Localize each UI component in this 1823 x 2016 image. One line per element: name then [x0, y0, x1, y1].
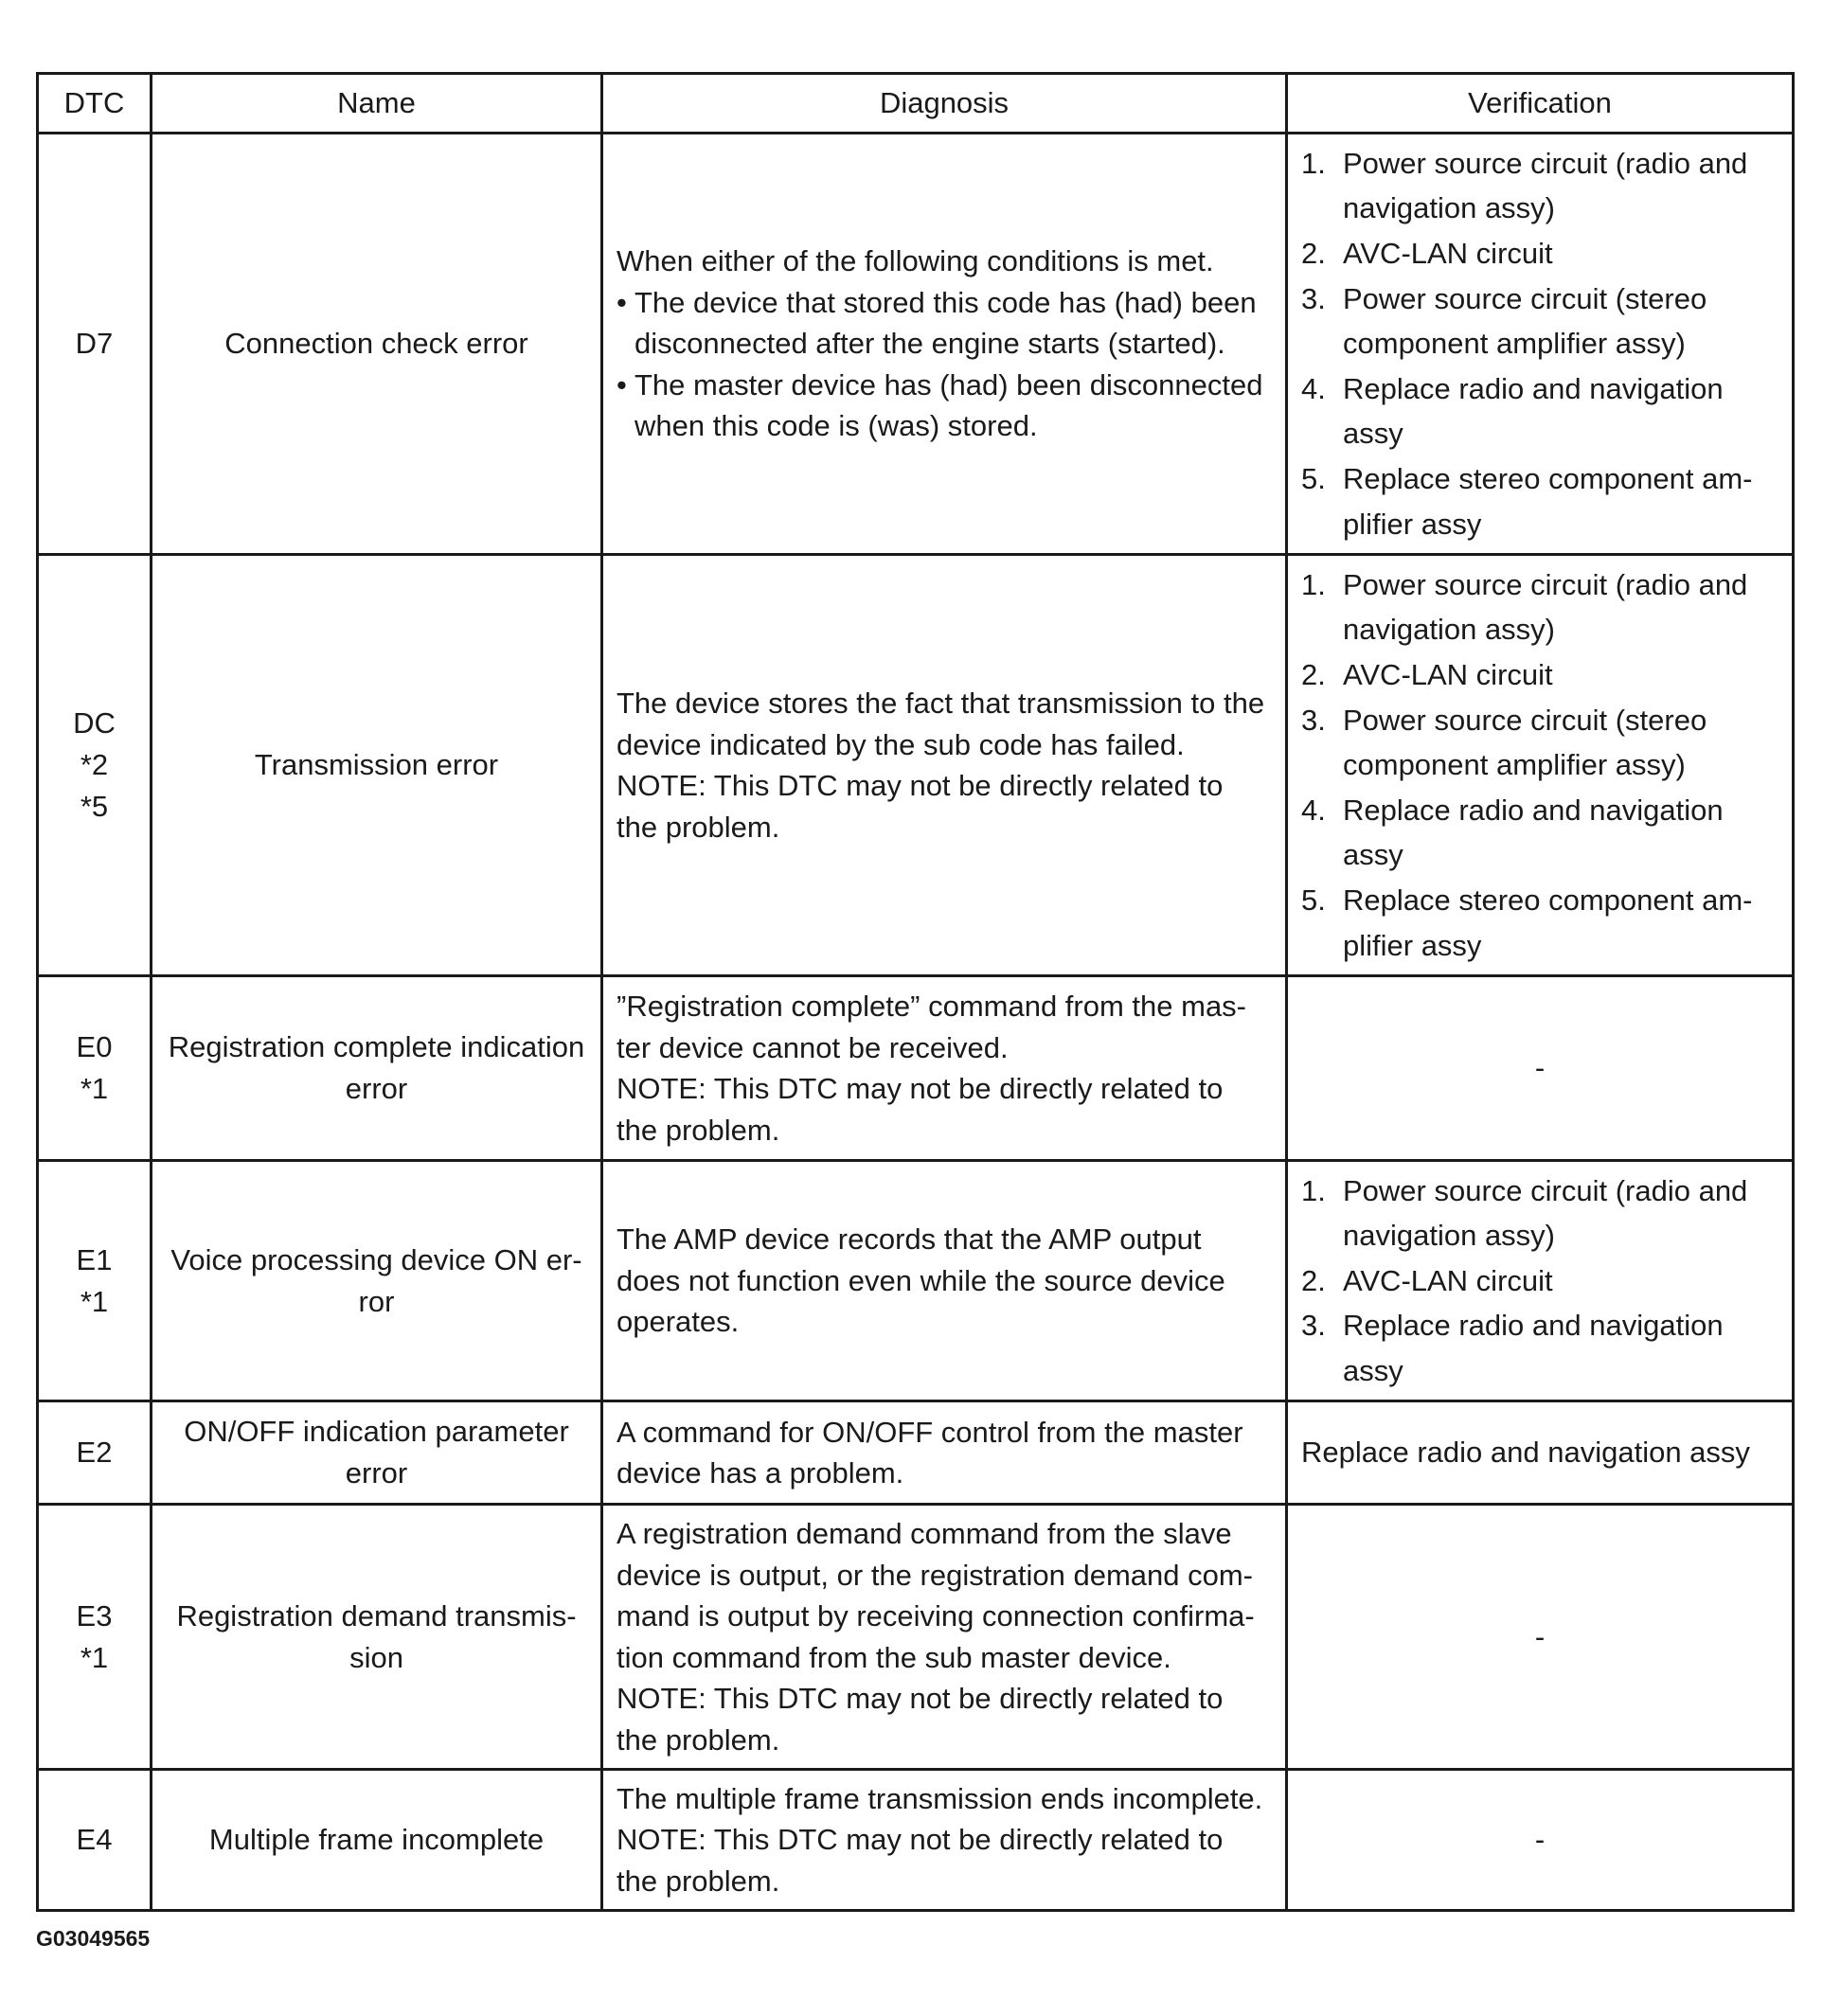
dtc-code: E0 — [76, 1030, 113, 1063]
diagnosis-line: the problem. — [617, 1113, 780, 1147]
diagnosis-line: A registration demand command from the slave — [617, 1517, 1232, 1550]
dtc-code: E4 — [76, 1823, 113, 1856]
verification-item-number: 5. — [1301, 883, 1326, 917]
diagnosis-line: The AMP device records that the AMP output — [617, 1222, 1202, 1257]
verification-item-number: 3. — [1301, 1309, 1326, 1343]
verification-item — [1301, 788, 1778, 878]
diagnosis-line: device is output, or the registration demand com- — [617, 1558, 1254, 1592]
table-row — [38, 1401, 1794, 1505]
table-row — [38, 555, 1794, 976]
name-line: Registration complete indication — [168, 1030, 585, 1063]
dtc-code: *1 — [80, 1640, 109, 1674]
dtc-cell — [38, 1505, 152, 1770]
table-row — [38, 1770, 1794, 1911]
diagnosis-bullet — [617, 365, 1272, 447]
verification-item-line: Replace radio and navigation — [1343, 1309, 1724, 1343]
verification-item-line: navigation assy) — [1343, 613, 1556, 647]
verification-item-line: Replace stereo component am- — [1343, 883, 1753, 917]
name-cell — [152, 134, 602, 555]
verification-item — [1301, 652, 1778, 698]
diagnosis-line: the problem. — [617, 1864, 780, 1898]
name-line: Voice processing device ON er- — [170, 1242, 582, 1276]
dtc-code: DC — [73, 706, 116, 740]
header-row — [38, 74, 1794, 134]
name-line: Registration demand transmis- — [176, 1598, 577, 1632]
dtc-cell — [38, 1401, 152, 1505]
verification-item-line: component amplifier assy) — [1343, 327, 1686, 361]
diagnosis-cell — [602, 134, 1287, 555]
dtc-cell — [38, 976, 152, 1161]
verification-item-number: 4. — [1301, 793, 1326, 827]
verification-item — [1301, 366, 1778, 456]
figure-id: G03049565 — [36, 1926, 151, 1951]
verification-item — [1301, 141, 1778, 231]
verification-item-line: assy — [1343, 1353, 1403, 1387]
header-dtc: DTC — [38, 74, 152, 134]
verification-item-line: navigation assy) — [1343, 1219, 1556, 1253]
name-cell — [152, 976, 602, 1161]
verification-item — [1301, 1303, 1778, 1393]
name-line: sion — [349, 1640, 403, 1674]
dtc-code: D7 — [75, 327, 114, 360]
verification-item — [1301, 562, 1778, 652]
diagnosis-line: device indicated by the sub code has failed. — [617, 727, 1185, 761]
diagnosis-cell — [602, 1401, 1287, 1505]
header-name: Name — [152, 74, 602, 134]
verification-item — [1301, 878, 1778, 968]
verification-item-line: AVC-LAN circuit — [1343, 237, 1553, 271]
dtc-code: *2 — [80, 748, 109, 781]
diagnosis-line: ”Registration complete” command from the mas- — [617, 990, 1247, 1023]
verification-cell: - — [1287, 1505, 1794, 1770]
verification-cell — [1287, 555, 1794, 976]
diagnosis-line: The multiple frame transmission ends incomplete. — [617, 1781, 1263, 1815]
verification-cell: - — [1287, 1770, 1794, 1911]
verification-item — [1301, 698, 1778, 788]
verification-item-number: 2. — [1301, 658, 1326, 692]
name-cell — [152, 1505, 602, 1770]
diagnosis-line: the problem. — [617, 1722, 780, 1757]
dtc-cell — [38, 1161, 152, 1401]
verification-item — [1301, 1169, 1778, 1258]
dtc-code: E2 — [76, 1436, 113, 1469]
diagnosis-line: the problem. — [617, 810, 780, 844]
verification-item-line: Power source circuit (stereo — [1343, 703, 1707, 737]
diagnosis-bullet-line: • The device that stored this code has (had) been — [634, 285, 1257, 319]
verification-item-line: assy — [1343, 417, 1403, 451]
verification-list — [1301, 562, 1778, 968]
verification-item — [1301, 277, 1778, 366]
verification-item-line: Power source circuit (radio and — [1343, 146, 1748, 180]
verification-item-number: 1. — [1301, 567, 1326, 601]
name-cell — [152, 555, 602, 976]
dtc-table — [36, 72, 1795, 1912]
diagnosis-line: device has a problem. — [617, 1456, 904, 1490]
verification-item — [1301, 1258, 1778, 1304]
diagnosis-line: NOTE: This DTC may not be directly related to — [617, 1823, 1224, 1857]
verification-item-line: assy — [1343, 838, 1403, 872]
diagnosis-line: NOTE: This DTC may not be directly related to — [617, 1072, 1224, 1105]
diagnosis-cell — [602, 1505, 1287, 1770]
dtc-code: *1 — [80, 1284, 109, 1318]
diagnosis-cell — [602, 555, 1287, 976]
diagnosis-line: NOTE: This DTC may not be directly related to — [617, 1682, 1224, 1715]
diagnosis-line: operates. — [617, 1305, 740, 1339]
header-diagnosis: Diagnosis — [602, 74, 1287, 134]
diagnosis-line: ter device cannot be received. — [617, 1030, 1009, 1064]
name-line: Transmission error — [254, 748, 499, 781]
verification-item-line: plifier assy — [1343, 507, 1482, 541]
verification-item-number: 2. — [1301, 1263, 1326, 1297]
dtc-cell — [38, 134, 152, 555]
verification-item-line: Replace radio and navigation — [1343, 793, 1724, 827]
diagnosis-bullet-line: disconnected after the engine starts (started). — [634, 327, 1225, 361]
verification-item-line: AVC-LAN circuit — [1343, 658, 1553, 692]
table-row — [38, 976, 1794, 1161]
diagnosis-line: The device stores the fact that transmission to the — [617, 687, 1265, 720]
dtc-code: *5 — [80, 790, 109, 823]
verification-cell — [1287, 1161, 1794, 1401]
verification-item — [1301, 231, 1778, 277]
diagnosis-cell — [602, 1770, 1287, 1911]
verification-item-number: 1. — [1301, 146, 1326, 180]
verification-item-line: Power source circuit (radio and — [1343, 1173, 1748, 1207]
verification-cell: - — [1287, 976, 1794, 1161]
verification-item-number: 1. — [1301, 1173, 1326, 1207]
verification-item — [1301, 456, 1778, 546]
verification-item-number: 3. — [1301, 281, 1326, 315]
diagnosis-cell — [602, 1161, 1287, 1401]
verification-cell: Replace radio and navigation assy — [1287, 1401, 1794, 1505]
verification-item-line: component amplifier assy) — [1343, 748, 1686, 782]
verification-item-number: 4. — [1301, 371, 1326, 405]
name-line: Multiple frame incomplete — [208, 1823, 545, 1856]
diagnosis-line: A command for ON/OFF control from the master — [617, 1415, 1243, 1449]
name-line: Connection check error — [224, 327, 528, 360]
name-line: ON/OFF indication parameter — [184, 1415, 569, 1448]
verification-cell — [1287, 134, 1794, 555]
diagnosis-line: tion command from the sub master device. — [617, 1640, 1171, 1674]
verification-list — [1301, 1169, 1778, 1394]
verification-list — [1301, 141, 1778, 546]
diagnosis-intro: When either of the following conditions is met. — [617, 244, 1214, 278]
diagnosis-bullet-line: when this code is (was) stored. — [634, 409, 1038, 443]
table-row — [38, 1161, 1794, 1401]
table-row — [38, 1505, 1794, 1770]
verification-item-number: 3. — [1301, 703, 1326, 737]
name-line: error — [345, 1072, 408, 1105]
verification-item-number: 5. — [1301, 461, 1326, 495]
verification-item-number: 2. — [1301, 237, 1326, 271]
name-cell — [152, 1770, 602, 1911]
dtc-code: E1 — [76, 1242, 113, 1276]
dtc-cell — [38, 555, 152, 976]
verification-item-line: Replace stereo component am- — [1343, 461, 1753, 495]
diagnosis-bullet-line: • The master device has (had) been disconnected — [634, 367, 1263, 401]
verification-item-line: plifier assy — [1343, 928, 1482, 962]
diagnosis-cell — [602, 976, 1287, 1161]
verification-item-line: Replace radio and navigation — [1343, 371, 1724, 405]
name-cell — [152, 1161, 602, 1401]
header-verification: Verification — [1287, 74, 1794, 134]
dtc-code: E3 — [76, 1598, 113, 1632]
name-line: ror — [358, 1284, 395, 1318]
dtc-cell — [38, 1770, 152, 1911]
verification-item-line: AVC-LAN circuit — [1343, 1263, 1553, 1297]
table-row — [38, 134, 1794, 555]
diagnosis-bullet — [617, 282, 1272, 365]
verification-item-line: Power source circuit (stereo — [1343, 281, 1707, 315]
verification-item-line: navigation assy) — [1343, 191, 1556, 225]
diagnosis-line: does not function even while the source device — [617, 1263, 1225, 1297]
name-cell — [152, 1401, 602, 1505]
diagnosis-line: NOTE: This DTC may not be directly related to — [617, 769, 1224, 802]
dtc-code: *1 — [80, 1072, 109, 1105]
verification-item-line: Power source circuit (radio and — [1343, 567, 1748, 601]
name-line: error — [345, 1456, 408, 1490]
diagnosis-line: mand is output by receiving connection confirma- — [617, 1599, 1255, 1632]
